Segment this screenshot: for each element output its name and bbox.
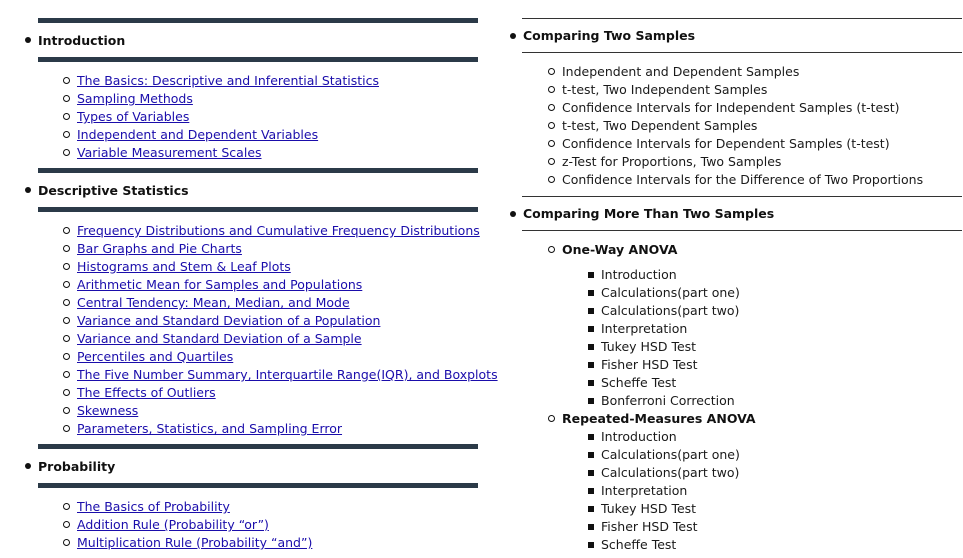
topic-link[interactable]: Frequency Distributions and Cumulative Frequency Distributions: [77, 223, 480, 238]
repeated-measures-anova-list: [507, 428, 962, 554]
topic-link[interactable]: Bar Graphs and Pie Charts: [77, 241, 242, 256]
list-item: [507, 536, 962, 554]
square-bullet-icon: [588, 524, 594, 530]
list-item: [22, 312, 478, 330]
topic-text: Tukey HSD Test: [601, 501, 697, 516]
subsection-title: One-Way ANOVA: [562, 242, 678, 257]
circle-bullet-icon: [548, 86, 555, 93]
list-item: [22, 240, 478, 258]
circle-bullet-icon: [548, 122, 555, 129]
topic-text: Introduction: [601, 267, 677, 282]
list-item: [507, 99, 962, 117]
circle-bullet-icon: [63, 335, 70, 342]
circle-bullet-icon: [548, 104, 555, 111]
square-bullet-icon: [588, 380, 594, 386]
circle-bullet-icon: [63, 425, 70, 432]
circle-bullet-icon: [548, 140, 555, 147]
list-item: [22, 384, 478, 402]
section-header-introduction: [22, 23, 478, 57]
disc-bullet-icon: [25, 463, 31, 469]
topic-link[interactable]: Variable Measurement Scales: [77, 145, 262, 160]
list-item: [507, 171, 962, 189]
disc-bullet-icon: [25, 37, 31, 43]
list-item: [507, 374, 962, 392]
square-bullet-icon: [588, 272, 594, 278]
circle-bullet-icon: [63, 521, 70, 528]
list-item: [22, 534, 478, 552]
list-item: [507, 63, 962, 81]
topic-text: Calculations(part one): [601, 285, 740, 300]
list-item: [507, 117, 962, 135]
list-item: [22, 258, 478, 276]
list-item: [507, 302, 962, 320]
list-item: [507, 482, 962, 500]
list-item: [22, 108, 478, 126]
list-item: [22, 420, 478, 438]
probability-list: [22, 488, 478, 558]
circle-bullet-icon: [63, 227, 70, 234]
topic-text: Interpretation: [601, 321, 688, 336]
list-item: [507, 518, 962, 536]
section-header-probability: [22, 449, 478, 483]
topic-text: Calculations(part two): [601, 303, 740, 318]
circle-bullet-icon: [63, 149, 70, 156]
repeated-measures-anova-header-list: [507, 410, 962, 428]
circle-bullet-icon: [63, 371, 70, 378]
section-header-comparing-more-samples: [507, 197, 962, 230]
topic-text: z-Test for Proportions, Two Samples: [562, 154, 782, 169]
list-item: [507, 284, 962, 302]
list-item: [507, 428, 962, 446]
disc-bullet-icon: [510, 211, 516, 217]
list-item: [507, 500, 962, 518]
one-way-anova-list: [507, 266, 962, 410]
list-item: [22, 516, 478, 534]
square-bullet-icon: [588, 452, 594, 458]
topic-text: Independent and Dependent Samples: [562, 64, 800, 79]
square-bullet-icon: [588, 362, 594, 368]
list-item: [507, 135, 962, 153]
square-bullet-icon: [588, 506, 594, 512]
topic-link[interactable]: Arithmetic Mean for Samples and Populations: [77, 277, 363, 292]
introduction-list: [22, 62, 478, 168]
circle-bullet-icon: [63, 389, 70, 396]
topic-link[interactable]: Types of Variables: [77, 109, 190, 124]
square-bullet-icon: [588, 398, 594, 404]
list-item: [507, 356, 962, 374]
topic-text: Calculations(part one): [601, 447, 740, 462]
topic-link[interactable]: Multiplication Rule (Probability “and”): [77, 535, 313, 550]
topic-text: Scheffe Test: [601, 375, 677, 390]
section-title: Probability: [38, 458, 116, 474]
topic-link[interactable]: Sampling Methods: [77, 91, 193, 106]
list-item: [22, 276, 478, 294]
topic-text: Confidence Intervals for Independent Samples (t-test): [562, 100, 900, 115]
topic-text: t-test, Two Independent Samples: [562, 82, 768, 97]
circle-bullet-icon: [63, 131, 70, 138]
topic-text: Scheffe Test: [601, 537, 677, 552]
circle-bullet-icon: [63, 113, 70, 120]
square-bullet-icon: [588, 290, 594, 296]
disc-bullet-icon: [510, 33, 516, 39]
list-item: [22, 294, 478, 312]
list-item: [22, 144, 478, 162]
circle-bullet-icon: [63, 281, 70, 288]
list-item: [507, 153, 962, 171]
circle-bullet-icon: [548, 246, 555, 253]
circle-bullet-icon: [63, 539, 70, 546]
topic-link[interactable]: Parameters, Statistics, and Sampling Error: [77, 421, 343, 436]
section-title: Descriptive Statistics: [38, 182, 189, 198]
list-item: [22, 498, 478, 516]
circle-bullet-icon: [63, 77, 70, 84]
comparing-two-samples-list: [507, 53, 962, 196]
topic-link[interactable]: Central Tendency: Mean, Median, and Mode: [77, 295, 350, 310]
square-bullet-icon: [588, 344, 594, 350]
topic-text: Calculations(part two): [601, 465, 740, 480]
section-header-comparing-two-samples: [507, 19, 962, 52]
circle-bullet-icon: [63, 263, 70, 270]
list-item: [507, 446, 962, 464]
list-item: [22, 126, 478, 144]
circle-bullet-icon: [63, 503, 70, 510]
square-bullet-icon: [588, 470, 594, 476]
list-item: [22, 366, 498, 384]
subsection-title: Repeated-Measures ANOVA: [562, 411, 756, 426]
descriptive-statistics-list: [22, 212, 498, 444]
section-header-descriptive-statistics: [22, 173, 478, 207]
square-bullet-icon: [588, 308, 594, 314]
topic-text: Bonferroni Correction: [601, 393, 735, 408]
circle-bullet-icon: [63, 245, 70, 252]
square-bullet-icon: [588, 542, 594, 548]
list-item: [507, 320, 962, 338]
topic-link[interactable]: Addition Rule (Probability “or”): [77, 517, 269, 532]
topic-link[interactable]: Variance and Standard Deviation of a Population: [77, 313, 381, 328]
right-column: [507, 0, 962, 554]
square-bullet-icon: [588, 488, 594, 494]
square-bullet-icon: [588, 326, 594, 332]
topic-text: t-test, Two Dependent Samples: [562, 118, 758, 133]
topic-text: Fisher HSD Test: [601, 357, 698, 372]
circle-bullet-icon: [548, 158, 555, 165]
list-item: [22, 348, 478, 366]
circle-bullet-icon: [63, 95, 70, 102]
topic-text: Fisher HSD Test: [601, 519, 698, 534]
topic-text: Confidence Intervals for Dependent Samples (t-test): [562, 136, 890, 151]
square-bullet-icon: [588, 434, 594, 440]
topic-text: Confidence Intervals for the Difference of Two Proportions: [562, 172, 924, 187]
topic-link[interactable]: Variance and Standard Deviation of a Sample: [77, 331, 362, 346]
list-item: [22, 72, 478, 90]
section-title: Introduction: [38, 32, 126, 48]
list-item: [507, 81, 962, 99]
list-item-repeated-measures-anova: [507, 410, 962, 428]
topic-link[interactable]: The Basics of Probability: [77, 499, 230, 514]
topic-link[interactable]: Histograms and Stem & Leaf Plots: [77, 259, 291, 274]
list-item: [507, 392, 962, 410]
section-title: Comparing More Than Two Samples: [523, 206, 775, 221]
topic-text: Tukey HSD Test: [601, 339, 697, 354]
circle-bullet-icon: [548, 68, 555, 75]
circle-bullet-icon: [63, 407, 70, 414]
topic-link[interactable]: The Five Number Summary, Interquartile Range(IQR), and Boxplots: [77, 367, 498, 382]
list-item: [22, 222, 478, 240]
circle-bullet-icon: [548, 415, 555, 422]
topic-link[interactable]: Percentiles and Quartiles: [77, 349, 234, 364]
topic-text: Interpretation: [601, 483, 688, 498]
circle-bullet-icon: [63, 353, 70, 360]
topic-text: Introduction: [601, 429, 677, 444]
comparing-more-samples-list: [507, 231, 962, 266]
list-item-one-way-anova: [507, 241, 962, 259]
list-item: [507, 464, 962, 482]
section-title: Comparing Two Samples: [523, 28, 696, 43]
list-item: [22, 330, 478, 348]
circle-bullet-icon: [63, 299, 70, 306]
topic-link[interactable]: Skewness: [77, 403, 139, 418]
topic-link[interactable]: The Basics: Descriptive and Inferential Statistics: [77, 73, 379, 88]
list-item: [507, 266, 962, 284]
circle-bullet-icon: [63, 317, 70, 324]
list-item: [22, 402, 478, 420]
disc-bullet-icon: [25, 187, 31, 193]
topic-link[interactable]: The Effects of Outliers: [77, 385, 216, 400]
topic-link[interactable]: Independent and Dependent Variables: [77, 127, 319, 142]
list-item: [22, 90, 478, 108]
list-item: [507, 338, 962, 356]
left-column: [22, 0, 498, 558]
circle-bullet-icon: [548, 176, 555, 183]
